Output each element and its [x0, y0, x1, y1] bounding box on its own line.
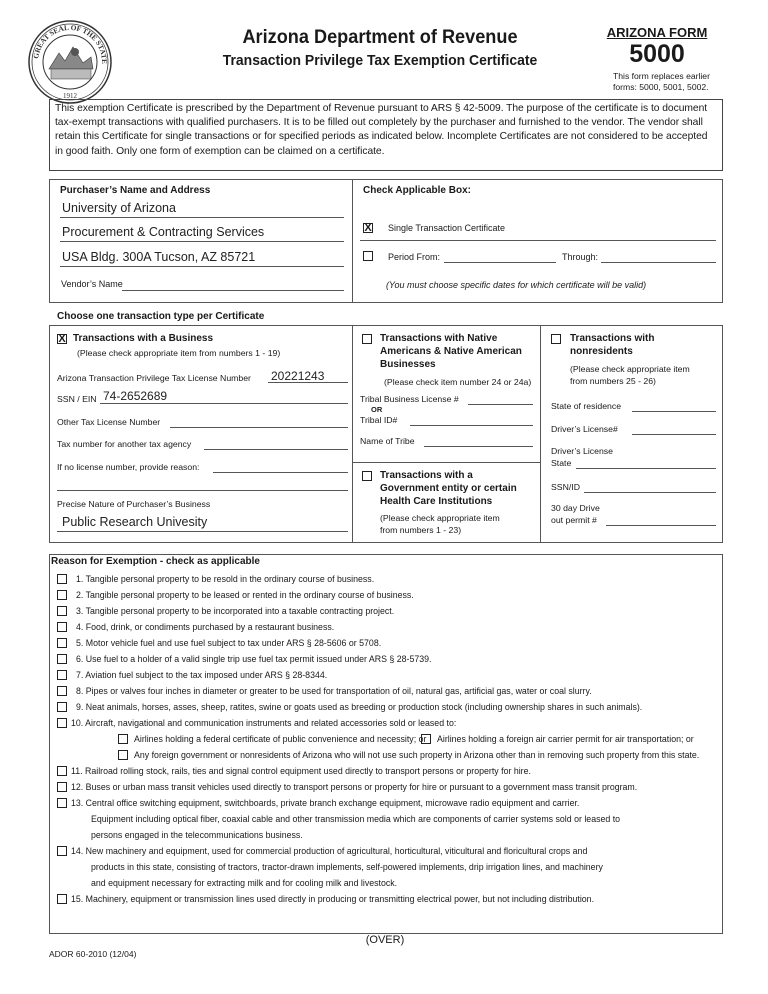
reason-6: 6. Use fuel to a holder of a valid single trip use fuel tax permit issued under ARS § 28-5739. — [76, 654, 432, 664]
over-label: (OVER) — [365, 934, 405, 946]
reason-14-line3: and equipment necessary for extracting milk and for cooling milk and livestock. — [91, 878, 398, 888]
transaction-type-heading: Choose one transaction type per Certificate — [57, 311, 265, 322]
tribe-name-label: Name of Tribe — [360, 436, 415, 446]
reason-15-checkbox[interactable] — [57, 894, 67, 904]
native-title-2: Americans & Native American — [380, 346, 522, 357]
reason-4-checkbox[interactable] — [57, 622, 67, 632]
ssn-label: SSN / EIN — [57, 394, 97, 404]
reason-12: 12. Buses or urban mass transit vehicles used directly to transport persons or property for hire or pursuant to a government mass transit program. — [71, 782, 638, 792]
replaces-note: This form replaces earlier forms: 5000, 5001, 5002. — [613, 71, 710, 92]
reason-10-checkbox[interactable] — [57, 718, 67, 728]
no-license-label: If no license number, provide reason: — [57, 462, 200, 472]
nature-field[interactable]: Public Research Univesity — [62, 515, 208, 529]
period-from-label: Period From: — [388, 252, 441, 262]
single-transaction-checkbox[interactable]: X — [364, 222, 372, 234]
native-note: (Please check item number 24 or 24a) — [384, 377, 532, 387]
tribal-id-label: Tribal ID# — [360, 415, 398, 425]
reason-4: 4. Food, drink, or condiments purchased by a restaurant business. — [76, 622, 335, 632]
business-note: (Please check appropriate item from numbers 1 - 19) — [77, 348, 281, 358]
reason-14-line2: products in this state, consisting of tractors, tractor-drawn implements, self-powered implements, drip irrigation lines, and machinery — [91, 862, 603, 872]
reason-9-checkbox[interactable] — [57, 702, 67, 712]
svg-text:GREAT SEAL OF THE STATE OF ARI: GREAT SEAL OF THE STATE — [31, 22, 110, 65]
government-title-1: Transactions with a — [380, 470, 473, 481]
reason-1-checkbox[interactable] — [57, 574, 67, 584]
form-label: ARIZONA FORM — [606, 25, 708, 40]
reason-1: 1. Tangible personal property to be resold in the ordinary course of business. — [76, 574, 375, 584]
nonresident-title-2: nonresidents — [570, 346, 633, 357]
license-number-field[interactable]: 20221243 — [271, 369, 325, 383]
ssnid-field[interactable] — [584, 492, 716, 493]
nonresident-note-1: (Please check appropriate item — [570, 364, 690, 374]
state-residence-label: State of residence — [551, 401, 622, 411]
or-label: OR — [371, 405, 383, 414]
native-checkbox[interactable] — [362, 334, 372, 344]
no-license-field[interactable] — [213, 472, 348, 473]
reason-9: 9. Neat animals, horses, asses, sheep, ratites, swine or goats used as breeding or production stock (including ownership shares in such animals). — [76, 702, 643, 712]
nonresident-checkbox[interactable] — [551, 334, 561, 344]
reason-8-checkbox[interactable] — [57, 686, 67, 696]
reason-10c-checkbox[interactable] — [118, 750, 128, 760]
nonresident-note-2: from numbers 25 - 26) — [570, 376, 656, 386]
state-seal-logo — [27, 19, 113, 105]
tax-other-field[interactable] — [204, 449, 348, 450]
dl-state-label-2: State — [551, 458, 572, 468]
single-transaction-label: Single Transaction Certificate — [388, 223, 506, 233]
government-checkbox[interactable] — [362, 471, 372, 481]
reason-13-line3: persons engaged in the telecommunications business. — [91, 830, 303, 840]
reason-3: 3. Tangible personal property to be incorporated into a taxable contracting project. — [76, 606, 395, 616]
reason-13-line2: Equipment including optical fiber, coaxial cable and other transmission media which are components of carrier systems sold or leased to — [91, 814, 621, 824]
reason-8: 8. Pipes or valves four inches in diameter or greater to be used for transportation of oil, natural gas, artificial gas, water or coal slurry. — [76, 686, 592, 696]
ssnid-label: SSN/ID — [551, 482, 580, 492]
purchaser-address-line3[interactable]: USA Bldg. 300A Tucson, AZ 85721 — [62, 250, 256, 264]
svg-text:1912: 1912 — [63, 92, 77, 100]
other-license-field[interactable] — [170, 427, 348, 428]
government-title-2: Government entity or certain — [380, 483, 517, 494]
reason-6-checkbox[interactable] — [57, 654, 67, 664]
tribe-name-field[interactable] — [424, 446, 533, 447]
period-checkbox[interactable] — [363, 251, 373, 261]
purchaser-name-field[interactable]: University of Arizona — [62, 201, 176, 215]
reason-7: 7. Aviation fuel subject to the tax imposed under ARS § 28-8344. — [76, 670, 328, 680]
reason-3-checkbox[interactable] — [57, 606, 67, 616]
permit-field[interactable] — [606, 525, 716, 526]
dl-state-field[interactable] — [576, 468, 716, 469]
purchaser-divider — [352, 179, 353, 303]
government-note-2: from numbers 1 - 23) — [380, 525, 462, 535]
reason-2: 2. Tangible personal property to be leased or rented in the ordinary course of business. — [76, 590, 414, 600]
native-title-3: Businesses — [380, 359, 436, 370]
native-title-1: Transactions with Native — [380, 333, 498, 344]
ssn-field[interactable]: 74-2652689 — [103, 389, 168, 403]
reason-11: 11. Railroad rolling stock, rails, ties and signal control equipment used directly to transport persons or property for hire. — [71, 766, 531, 776]
government-title-3: Health Care Institutions — [380, 496, 493, 507]
department-title: Arizona Department of Revenue — [242, 26, 518, 48]
license-number-label: Arizona Transaction Privilege Tax License Number — [57, 373, 251, 383]
through-field[interactable] — [601, 262, 716, 263]
business-title: Transactions with a Business — [73, 333, 214, 344]
purchaser-heading: Purchaser’s Name and Address — [60, 185, 211, 196]
reasons-heading: Reason for Exemption - check as applicable — [51, 556, 260, 567]
drivers-license-label: Driver’s License# — [551, 424, 618, 434]
reason-10: 10. Aircraft, navigational and communication instruments and related accessories sold or leased to: — [71, 718, 457, 728]
reason-10b-checkbox[interactable] — [421, 734, 431, 744]
check-box-heading: Check Applicable Box: — [363, 185, 471, 196]
reason-11-checkbox[interactable] — [57, 766, 67, 776]
reason-10b: Airlines holding a foreign air carrier permit for air transportation; or — [437, 734, 694, 744]
through-label: Through: — [562, 252, 599, 262]
other-license-label: Other Tax License Number — [57, 417, 161, 427]
certificate-title: Transaction Privilege Tax Exemption Certificate — [222, 52, 538, 69]
reason-5: 5. Motor vehicle fuel and use fuel subject to tax under ARS § 28-5606 or 5708. — [76, 638, 382, 648]
permit-label-1: 30 day Drive — [551, 503, 600, 513]
tribal-license-field[interactable] — [468, 404, 533, 405]
reason-13: 13. Central office switching equipment, switchboards, private branch exchange equipment, microwave radio equipment and carrier. — [71, 798, 580, 808]
reason-10a-checkbox[interactable] — [118, 734, 128, 744]
tribal-id-field[interactable] — [410, 425, 533, 426]
nonresident-title-1: Transactions with — [570, 333, 655, 344]
reason-14: 14. New machinery and equipment, used for commercial production of agricultural, horticultural, viticultural and floricultural crops and — [71, 846, 588, 856]
period-from-field[interactable] — [444, 262, 556, 263]
government-note-1: (Please check appropriate item — [380, 513, 500, 523]
form-id: ADOR 60-2010 (12/04) — [49, 949, 137, 959]
dl-state-label-1: Driver’s License — [551, 446, 613, 456]
form-number: 5000 — [629, 40, 685, 68]
drivers-license-field[interactable] — [632, 434, 716, 435]
reason-10a: Airlines holding a federal certificate of public convenience and necessity; or — [134, 734, 427, 744]
reason-14-checkbox[interactable] — [57, 846, 67, 856]
vendor-name-label: Vendor’s Name — [61, 279, 123, 289]
nature-label: Precise Nature of Purchaser’s Business — [57, 499, 211, 509]
reason-15: 15. Machinery, equipment or transmission lines used directly in producing or transmitting electrical power, but not including distribution. — [71, 894, 595, 904]
reason-5-checkbox[interactable] — [57, 638, 67, 648]
permit-label-2: out permit # — [551, 515, 597, 525]
reason-12-checkbox[interactable] — [57, 782, 67, 792]
reason-2-checkbox[interactable] — [57, 590, 67, 600]
business-checkbox[interactable]: X — [58, 333, 66, 345]
reason-10c: Any foreign government or nonresidents of Arizona who will not use such property in Arizona other than in removing such property from this state. — [134, 750, 700, 760]
intro-paragraph: This exemption Certificate is prescribed by the Department of Revenue pursuant to ARS § 42-5009. The purpose of the certificate is to document tax-exempt transactions with qualified purchasers. It is to be filled out completely by the purchaser and furnished to the vendor. The vendor shall retain this Certificate for single transactions or for specified periods as indicated below. Incomplete Certificates are not considered to be accepted in good faith. Only one form of exemption can be claimed on a certificate. — [49, 99, 723, 171]
reason-13-checkbox[interactable] — [57, 798, 67, 808]
tribal-license-label: Tribal Business License # — [360, 394, 459, 404]
period-note: (You must choose specific dates for which certificate will be valid) — [386, 280, 647, 290]
tax-other-label: Tax number for another tax agency — [57, 439, 192, 449]
purchaser-address-line2[interactable]: Procurement & Contracting Services — [62, 225, 265, 239]
vendor-name-field[interactable] — [122, 290, 344, 291]
reason-7-checkbox[interactable] — [57, 670, 67, 680]
state-residence-field[interactable] — [632, 411, 716, 412]
